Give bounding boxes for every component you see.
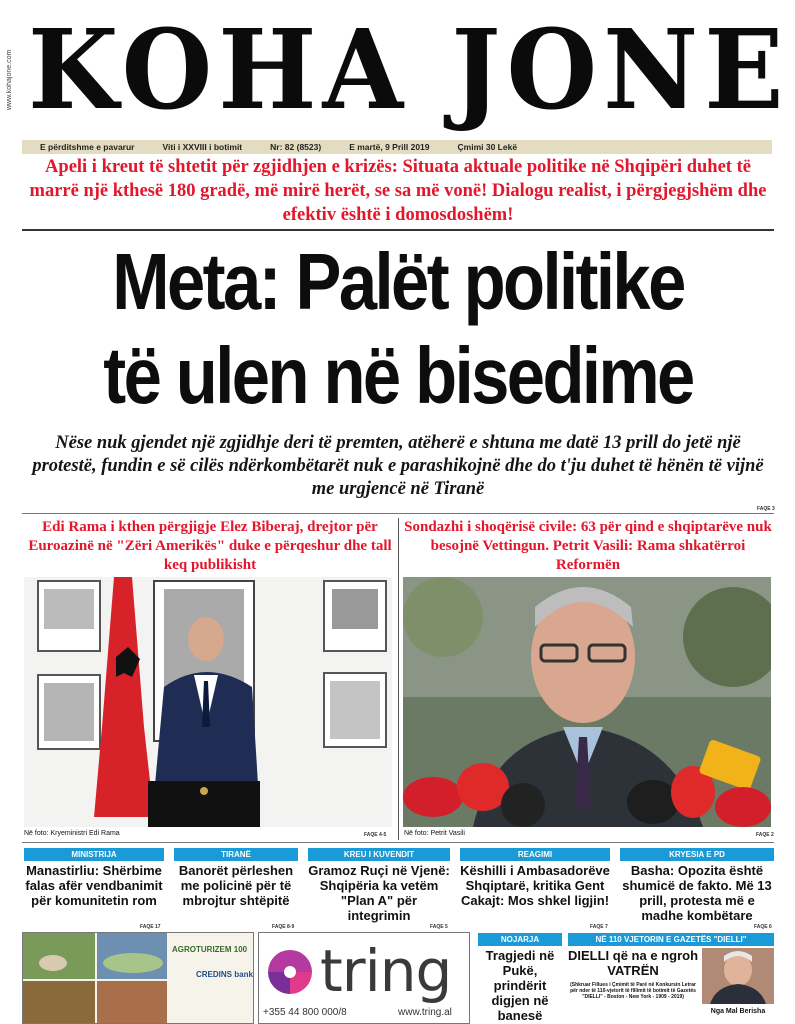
info-year: Viti i XXVIII i botimit	[162, 142, 243, 152]
info-number: Nr: 82 (8523)	[270, 142, 322, 152]
story-right-page-ref: FAQE 2	[756, 832, 774, 838]
teaser-page-ref: FAQE 7	[590, 924, 608, 930]
vasili-photo-illustration	[403, 577, 771, 827]
column-divider	[398, 518, 399, 840]
agro-label: AGROTURIZEM 100	[172, 945, 248, 954]
teaser-text: Banorët përleshen me policinë për të mbrojtur shtëpitë	[178, 863, 294, 908]
divider-rule	[22, 842, 774, 843]
teaser-kreu-kuvendit[interactable]	[308, 848, 450, 928]
teaser-text: Këshilli i Ambasadorëve Shqiptarë, kritika Gent Cakajt: Mos shkel ligjin!	[460, 863, 610, 908]
masthead-title: KOHA JONE	[28, 4, 790, 135]
divider-rule	[22, 513, 774, 514]
deck-page-ref: FAQE 3	[757, 506, 775, 512]
dielli-author-photo	[702, 948, 774, 1004]
vasili-photo	[403, 577, 771, 827]
dielli-tag: NË 110 VJETORIN E GAZETËS "DIELLI"	[568, 933, 774, 946]
headline-line-1: Meta: Palët politike	[112, 237, 684, 326]
headline-deck: Nëse nuk gjendet një zgjidhje deri të premten, atëherë e shtuna me datë 13 prill do jetë një protestë, fundin e së cilës ndërkombëtarët nuk e parashikojnë dhe do t'ju duhet të hënën të vijnë me urgjencë në Tiranë	[32, 433, 764, 499]
teaser-tag: KREU I KUVENDIT	[308, 848, 450, 861]
teaser-kryesia-pd[interactable]	[620, 848, 774, 928]
dielli-title[interactable]: DIELLI që na e ngroh VATRËN	[568, 948, 699, 978]
teaser-page-ref: FAQE 5	[430, 924, 448, 930]
story-left-headline: Edi Rama i kthen përgjigje Elez Biberaj, drejtor për Euroazinë në "Zëri Amerikës" duke e përqeshur dhe tall keq publikisht	[28, 519, 392, 573]
agro-bank: CREDINS bank	[196, 970, 253, 979]
info-price: Çmimi 30 Lekë	[457, 142, 518, 152]
teaser-tag: TIRANË	[174, 848, 298, 861]
teaser-text: Basha: Opozita është shumicë de fakto. Më 13 prill, protesta më e madhe kombëtare	[622, 863, 772, 923]
author-portrait	[702, 948, 774, 1004]
teaser-page-ref: FAQE 8-9	[272, 924, 295, 930]
teaser-tag: KRYESIA E PD	[620, 848, 774, 861]
nojaria-tag: NOJARJA	[478, 933, 562, 946]
divider-rule	[22, 229, 774, 231]
tring-phone: +355 44 800 000/8	[263, 1007, 347, 1018]
dielli-author: Nga Mal Berisha	[710, 1008, 766, 1015]
story-right-headline: Sondazhi i shoqërisë civile: 63 për qind e shqiptarëve nuk besojnë Vettingun. Petrit Vasili: Rama shkatërroi Reformën	[404, 519, 772, 573]
tring-logo-icon	[262, 944, 318, 1000]
info-bar	[22, 140, 772, 154]
info-date: E martë, 9 Prill 2019	[349, 142, 430, 152]
story-left-caption: Në foto: Kryeministri Edi Rama	[24, 830, 120, 837]
teaser-reagimi[interactable]	[460, 848, 610, 928]
teaser-ministrija[interactable]	[24, 848, 164, 928]
teaser-page-ref: FAQE 6	[754, 924, 772, 930]
tring-website[interactable]: www.tring.al	[398, 1007, 452, 1018]
teaser-tag: MINISTRIJA	[24, 848, 164, 861]
side-url: www.kohajone.com	[6, 49, 13, 110]
tring-wordmark: tring	[320, 937, 452, 1005]
rama-photo-illustration	[24, 577, 392, 827]
teaser-text: Manastirliu: Shërbime falas afër vendbanimit për komunitetin rom	[25, 863, 163, 908]
headline-line-2: të ulen në bisedime	[103, 331, 693, 420]
dielli-subtitle: (Shkruar Fillues i Çmimit të Parë në Konkursin Letrar për nder të 110-vjetorit të fillimit të botimit të Gazetës "DIELLI" - Boston - New York - 1909 - 2019)	[570, 982, 696, 1000]
teaser-tag: REAGIMI	[460, 848, 610, 861]
teaser-page-ref: FAQE 17	[140, 924, 161, 930]
nojaria-text[interactable]: Tragjedi në Pukë, prindërit digjen në banesë	[485, 948, 555, 1023]
teaser-tirane[interactable]	[174, 848, 298, 928]
main-headline	[75, 235, 722, 427]
info-frequency: E përditshme e pavarur	[40, 142, 135, 152]
red-subhead: Apeli i kreut të shtetit për zgjidhjen e krizës: Situata aktuale politike në Shqipëri duhet të marrë një kthesë 180 gradë, më mirë herët, se sa më vonë! Dialogu realist, i përgjegjshëm dhe efektiv është i domosdoshëm!	[29, 157, 767, 225]
story-left-page-ref: FAQE 4-5	[364, 832, 387, 838]
rama-photo	[24, 577, 392, 827]
story-right-caption: Në foto: Petrit Vasili	[404, 830, 465, 837]
teaser-text: Gramoz Ruçi në Vjenë: Shqipëria ka vetëm "Plan A" për integrimin	[308, 863, 450, 923]
